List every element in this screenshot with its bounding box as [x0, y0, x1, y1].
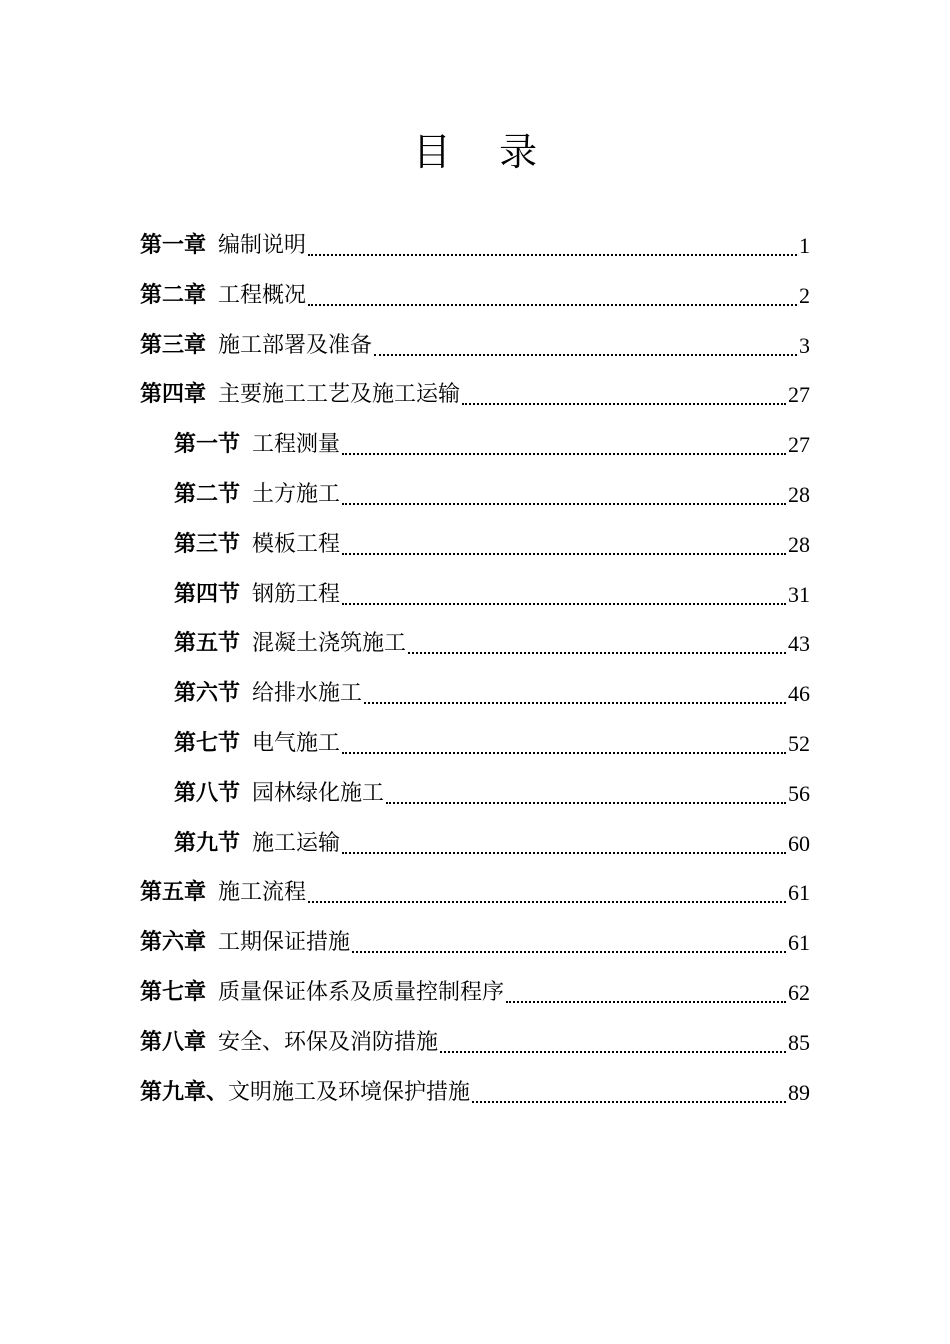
- toc-entry-number: 第九节: [174, 831, 241, 856]
- toc-entry-title: 编制说明: [218, 233, 307, 258]
- toc-entry[interactable]: [174, 575, 810, 615]
- toc-entry[interactable]: [140, 1023, 810, 1063]
- toc-dot-leader: [408, 628, 786, 654]
- toc-entry[interactable]: [140, 326, 810, 366]
- toc-entry-page-number: 56: [788, 781, 810, 806]
- toc-entry-number: 第八节: [174, 781, 241, 806]
- toc-entry[interactable]: [174, 774, 810, 814]
- toc-dot-leader: [364, 678, 786, 704]
- toc-entry-number: 第二节: [174, 482, 241, 507]
- toc-entry-page-number: 61: [788, 930, 810, 955]
- toc-entry-page-number: 28: [788, 532, 810, 557]
- toc-entry-number: 第七章: [140, 980, 207, 1005]
- toc-entry-title: 施工流程: [218, 880, 307, 905]
- toc-dot-leader: [506, 977, 786, 1003]
- toc-entry-title: 钢筋工程: [252, 582, 341, 607]
- toc-entry-title: 给排水施工: [252, 681, 363, 706]
- toc-entry-label: [174, 525, 340, 565]
- toc-entry-label: [174, 624, 406, 664]
- toc-entry-label: [140, 326, 372, 366]
- toc-entry-label: [140, 923, 350, 963]
- toc-entry-page-number: 60: [788, 831, 810, 856]
- toc-entry-label: [140, 226, 306, 266]
- toc-entry-page-number: 28: [788, 482, 810, 507]
- toc-entry-number: 第六章: [140, 930, 207, 955]
- toc-entry-page-number: 2: [799, 283, 810, 308]
- toc-entry-page-number: 89: [788, 1080, 810, 1105]
- toc-entry[interactable]: [174, 624, 810, 664]
- toc-entry-number: 第三章: [140, 333, 207, 358]
- toc-entry[interactable]: [174, 425, 810, 465]
- toc-entry-label: [140, 1073, 470, 1113]
- toc-entry-number: 第六节: [174, 681, 241, 706]
- toc-entry-label: [140, 375, 460, 415]
- toc-entry-title: 模板工程: [252, 532, 341, 557]
- toc-entry-number: 第四章: [140, 382, 207, 407]
- toc-entry-number: 第三节: [174, 532, 241, 557]
- toc-entry-label: [174, 575, 340, 615]
- toc-entry-number: 第四节: [174, 582, 241, 607]
- toc-entry-title: 工程测量: [252, 432, 341, 457]
- toc-entry[interactable]: [174, 525, 810, 565]
- toc-entry[interactable]: [174, 475, 810, 515]
- toc-entry-label: [140, 973, 504, 1013]
- toc-entry[interactable]: [174, 824, 810, 864]
- toc-dot-leader: [352, 927, 786, 953]
- toc-entry-page-number: 61: [788, 880, 810, 905]
- toc-dot-leader: [342, 828, 786, 854]
- toc-dot-leader: [342, 728, 786, 754]
- toc-dot-leader: [342, 479, 786, 505]
- toc-entry-label: [140, 276, 306, 316]
- toc-entry-label: [140, 873, 306, 913]
- toc-entry[interactable]: [140, 226, 810, 266]
- toc-dot-leader: [308, 280, 797, 306]
- toc-entry-page-number: 85: [788, 1030, 810, 1055]
- toc-entry-title: 施工运输: [252, 831, 341, 856]
- toc-entry-page-number: 1: [799, 233, 810, 258]
- toc-entry[interactable]: [140, 923, 810, 963]
- toc-entry-number: 第一章: [140, 233, 207, 258]
- toc-entry-title: 施工部署及准备: [218, 333, 373, 358]
- toc-entry-title: 电气施工: [252, 731, 341, 756]
- toc-entry[interactable]: [140, 1073, 810, 1113]
- toc-entry-number: 第二章: [140, 283, 207, 308]
- toc-title: 目 录: [412, 130, 538, 174]
- toc-dot-leader: [462, 379, 786, 405]
- toc-entry-title: 工期保证措施: [218, 930, 351, 955]
- toc-entry-label: [174, 425, 340, 465]
- toc-dot-leader: [440, 1027, 786, 1053]
- toc-entry-page-number: 31: [788, 582, 810, 607]
- toc-entry-page-number: 46: [788, 681, 810, 706]
- toc-dot-leader: [308, 230, 797, 256]
- toc-entry[interactable]: [140, 973, 810, 1013]
- toc-dot-leader: [374, 330, 797, 356]
- toc-entry-page-number: 43: [788, 631, 810, 656]
- toc-entry-page-number: 52: [788, 731, 810, 756]
- toc-entry-label: [174, 475, 340, 515]
- toc-entry-number: 第八章: [140, 1030, 207, 1055]
- toc-entry-page-number: 27: [788, 432, 810, 457]
- toc-dot-leader: [342, 529, 786, 555]
- toc-entry-number: 第七节: [174, 731, 241, 756]
- toc-entry-title: 工程概况: [218, 283, 307, 308]
- toc-entry[interactable]: [140, 276, 810, 316]
- toc-dot-leader: [472, 1077, 786, 1103]
- toc-entry-number: 第九章、: [140, 1080, 229, 1105]
- toc-entry-title: 混凝土浇筑施工: [252, 631, 407, 656]
- toc-entry-title: 主要施工工艺及施工运输: [218, 382, 461, 407]
- toc-entry-title: 安全、环保及消防措施: [218, 1030, 439, 1055]
- toc-entry-title: 园林绿化施工: [252, 781, 385, 806]
- toc-entry-number: 第五节: [174, 631, 241, 656]
- toc-entry[interactable]: [140, 873, 810, 913]
- toc-entry-page-number: 62: [788, 980, 810, 1005]
- toc-dot-leader: [342, 579, 786, 605]
- toc-entry-label: [140, 1023, 438, 1063]
- toc-entry-label: [174, 674, 362, 714]
- toc-dot-leader: [342, 429, 786, 455]
- toc-dot-leader: [386, 778, 786, 804]
- toc-entry-title: 文明施工及环境保护措施: [228, 1080, 471, 1105]
- toc-entry-label: [174, 774, 384, 814]
- toc-entry-number: 第五章: [140, 880, 207, 905]
- toc-entry[interactable]: [174, 674, 810, 714]
- toc-entry-title: 土方施工: [252, 482, 341, 507]
- toc-entry-label: [174, 824, 340, 864]
- toc-entry-label: [174, 724, 340, 764]
- toc-entry-page-number: 3: [799, 333, 810, 358]
- toc-entry-number: 第一节: [174, 432, 241, 457]
- toc-entry[interactable]: [140, 375, 810, 415]
- toc-dot-leader: [308, 877, 786, 903]
- toc-entry-title: 质量保证体系及质量控制程序: [218, 980, 505, 1005]
- toc-entry[interactable]: [174, 724, 810, 764]
- toc-entry-page-number: 27: [788, 382, 810, 407]
